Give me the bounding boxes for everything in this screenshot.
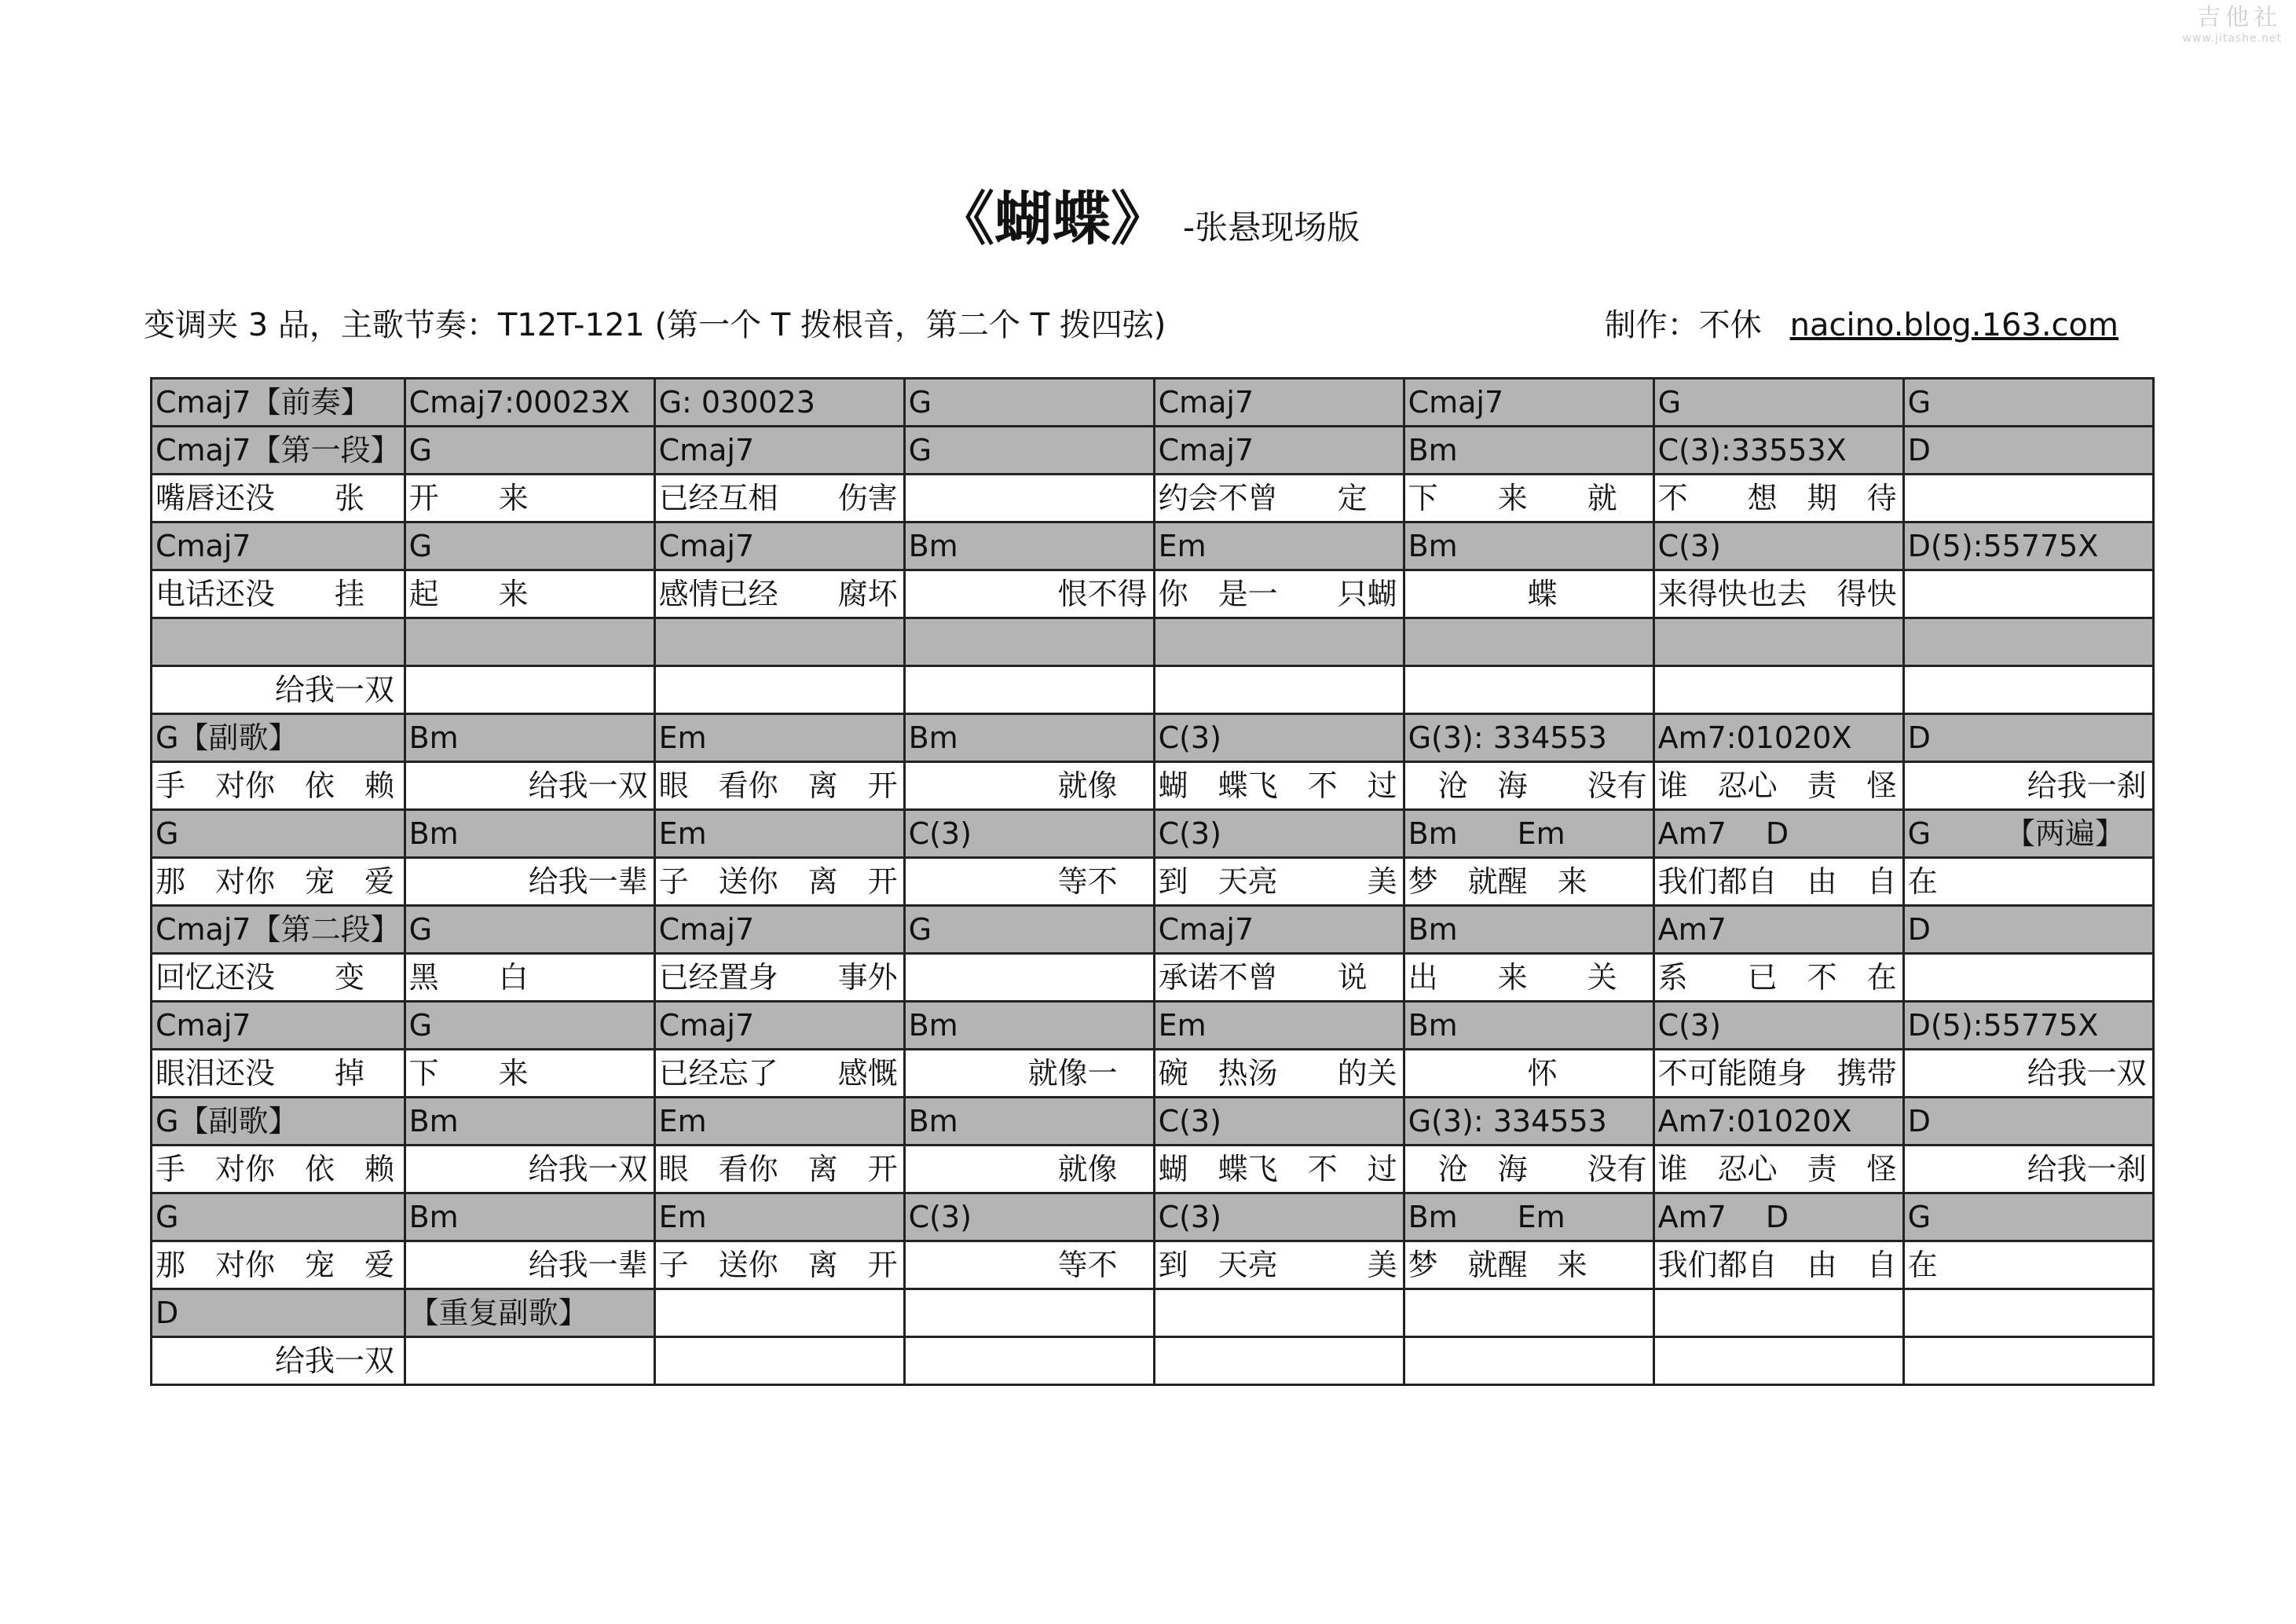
chord-cell: Bm Em [1404,810,1653,858]
chord-cell: Cmaj7 [1154,379,1404,427]
sheet-cell: 【重复副歌】 [405,1289,654,1337]
chord-cell: Am7 D [1653,810,1903,858]
chord-row [152,810,2154,858]
chord-row [152,1002,2154,1050]
lyric-cell: 不可能随身 携带 [1653,1050,1903,1098]
lyric-cell: 碗 热汤 的关 [1154,1050,1404,1098]
chord-cell: Bm [1404,906,1653,954]
lyric-cell: 到 天亮 美 [1154,858,1404,906]
lyric-cell: 回忆还没 变 [152,954,405,1002]
chord-cell: G [405,522,654,570]
chord-cell: Cmaj7 [1404,379,1653,427]
capo-rhythm-note: 变调夹 3 品，主歌节奏：T12T-121 (第一个 T 拨根音，第二个 T 拨四弦) [144,307,1166,343]
chord-cell: D [1903,427,2153,475]
chord-cell: G 【两遍】 [1903,810,2153,858]
watermark-logo: 吉他社 [2197,4,2282,31]
lyric-cell: 那 对你 宠 爱 [152,1241,405,1289]
lyric-cell: 那 对你 宠 爱 [152,858,405,906]
chord-cell: G [405,427,654,475]
chord-cell: G [405,1002,654,1050]
lyric-cell: 给我一双 [152,666,405,714]
watermark [2182,6,2282,44]
lyric-cell: 子 送你 离 开 [654,858,904,906]
watermark-url: www.jitashe.net [2182,32,2282,45]
chord-cell: Cmaj7 [1154,906,1404,954]
lyric-cell: 眼 看你 离 开 [654,762,904,810]
lyric-row [152,666,2154,714]
chord-cell: Bm [405,810,654,858]
chord-cell: Bm [904,714,1154,762]
chord-cell: Bm [405,1193,654,1241]
chord-cell: Cmaj7 [1154,427,1404,475]
lyric-cell: 蝴 蝶飞 不 过 [1154,762,1404,810]
chord-cell: G【副歌】 [152,1098,405,1146]
chord-cell [1653,618,1903,666]
lyric-cell: 等不 [904,858,1154,906]
lyric-cell: 下 来 就 [1404,475,1653,522]
chord-cell: Em [1154,1002,1404,1050]
lyric-cell: 谁 忍心 责 怪 [1653,762,1903,810]
lyric-cell: 已经置身 事外 [654,954,904,1002]
lyric-cell: 承诺不曾 说 [1154,954,1404,1002]
lyric-cell: 蝶 [1404,570,1653,618]
chord-cell: C(3) [1653,522,1903,570]
lyric-cell [904,1337,1154,1385]
lyric-cell: 我们都自 由 自 [1653,858,1903,906]
chord-sheet-table [150,377,2155,1386]
chord-cell: Em [1154,522,1404,570]
lyric-cell: 已经忘了 感慨 [654,1050,904,1098]
lyric-cell [904,666,1154,714]
sheet-cell [1903,1289,2153,1337]
chord-cell: Am7 D [1653,1193,1903,1241]
lyric-cell: 谁 忍心 责 怪 [1653,1146,1903,1193]
lyric-cell: 给我一刹 [1903,1146,2153,1193]
lyric-cell: 恨不得 [904,570,1154,618]
lyric-cell: 电话还没 挂 [152,570,405,618]
chord-cell: C(3) [1154,810,1404,858]
chord-row [152,618,2154,666]
chord-cell: D [1903,714,2153,762]
lyric-cell [904,475,1154,522]
lyric-cell [1653,1337,1903,1385]
lyric-row [152,1337,2154,1385]
chord-cell: G【副歌】 [152,714,405,762]
lyric-cell: 起 来 [405,570,654,618]
chord-cell: G [904,379,1154,427]
lyric-cell [405,666,654,714]
lyric-cell [1903,1337,2153,1385]
chord-cell: Cmaj7 [654,522,904,570]
chord-cell: D [1903,906,2153,954]
chord-cell: Cmaj7:00023X [405,379,654,427]
chord-cell: Cmaj7 [654,906,904,954]
lyric-cell: 给我一辈 [405,858,654,906]
lyric-cell: 我们都自 由 自 [1653,1241,1903,1289]
chord-cell: Cmaj7【前奏】 [152,379,405,427]
chord-cell: Cmaj7 [152,522,405,570]
sheet-row [152,1289,2154,1337]
chord-cell: Cmaj7 [152,1002,405,1050]
sheet-cell [904,1289,1154,1337]
chord-row [152,714,2154,762]
chord-cell: Am7 [1653,906,1903,954]
lyric-cell [1903,570,2153,618]
chord-cell: D [1903,1098,2153,1146]
lyric-row [152,1241,2154,1289]
page-title [0,173,2296,256]
lyric-cell: 嘴唇还没 张 [152,475,405,522]
lyric-cell: 黑 白 [405,954,654,1002]
lyric-cell: 给我一双 [405,762,654,810]
sheet-cell [654,1289,904,1337]
lyric-cell: 给我一辈 [405,1241,654,1289]
chord-cell: C(3) [1154,1193,1404,1241]
lyric-row [152,762,2154,810]
chord-row [152,379,2154,427]
lyric-cell: 等不 [904,1241,1154,1289]
lyric-cell: 给我一双 [152,1337,405,1385]
chord-cell: Bm [1404,427,1653,475]
lyric-cell [654,666,904,714]
chord-cell: D(5):55775X [1903,522,2153,570]
lyric-cell [1903,475,2153,522]
chord-cell: C(3) [904,1193,1154,1241]
author-blog-link[interactable]: nacino.blog.163.com [1789,307,2118,343]
lyric-cell: 给我一双 [1903,1050,2153,1098]
lyric-row [152,1146,2154,1193]
lyric-cell [1653,666,1903,714]
lyric-cell: 眼 看你 离 开 [654,1146,904,1193]
lyric-row [152,954,2154,1002]
chord-cell: G(3): 334553 [1404,1098,1653,1146]
chord-row [152,427,2154,475]
song-title: 《蝴蝶》 [936,185,1169,253]
lyric-row [152,570,2154,618]
chord-cell: G(3): 334553 [1404,714,1653,762]
lyric-cell: 出 来 关 [1404,954,1653,1002]
lyric-cell: 就像 [904,1146,1154,1193]
lyric-cell: 就像 [904,762,1154,810]
lyric-cell [904,954,1154,1002]
chord-cell [904,618,1154,666]
lyric-cell: 到 天亮 美 [1154,1241,1404,1289]
lyric-cell: 来得快也去 得快 [1653,570,1903,618]
sheet-cell [1154,1289,1404,1337]
song-subtitle: -张悬现场版 [1182,208,1360,247]
lyric-cell [405,1337,654,1385]
chord-cell: D(5):55775X [1903,1002,2153,1050]
chord-cell [1154,618,1404,666]
chord-cell: Bm [904,1002,1154,1050]
chord-cell: C(3) [1154,1098,1404,1146]
chord-cell [1903,618,2153,666]
lyric-cell [1154,666,1404,714]
sheet-cell: D [152,1289,405,1337]
chord-cell: Cmaj7 [654,1002,904,1050]
chord-cell [405,618,654,666]
chord-cell: Em [654,1098,904,1146]
lyric-cell: 你 是一 只蝴 [1154,570,1404,618]
sheet-cell [1653,1289,1903,1337]
lyric-cell [1154,1337,1404,1385]
chord-cell: Bm [1404,522,1653,570]
lyric-cell: 在 [1903,858,2153,906]
lyric-cell: 手 对你 依 赖 [152,762,405,810]
chord-cell [1404,618,1653,666]
lyric-cell [654,1337,904,1385]
chord-cell: G [1903,379,2153,427]
lyric-cell: 梦 就醒 来 [1404,858,1653,906]
author-block [1605,300,2118,345]
chord-cell: Cmaj7【第一段】 [152,427,405,475]
lyric-cell [1404,666,1653,714]
lyric-cell: 约会不曾 定 [1154,475,1404,522]
chord-cell: C(3) [1154,714,1404,762]
chord-cell: G [152,810,405,858]
lyric-cell: 就像一 [904,1050,1154,1098]
chord-cell: C(3) [1653,1002,1903,1050]
lyric-cell: 手 对你 依 赖 [152,1146,405,1193]
lyric-row [152,475,2154,522]
chord-cell: Em [654,1193,904,1241]
chord-cell: G [904,427,1154,475]
chord-cell: Cmaj7 [654,427,904,475]
chord-row [152,522,2154,570]
chord-cell: G [1653,379,1903,427]
lyric-cell: 下 来 [405,1050,654,1098]
lyric-cell [1903,954,2153,1002]
chord-cell: Bm [405,714,654,762]
lyric-cell [1903,666,2153,714]
author-label: 制作：不休 [1604,307,1762,343]
lyric-row [152,858,2154,906]
chord-row [152,1098,2154,1146]
chord-row [152,1193,2154,1241]
lyric-cell: 沧 海 没有 [1404,1146,1653,1193]
lyric-cell: 给我一刹 [1903,762,2153,810]
chord-cell: Bm [904,522,1154,570]
chord-cell: C(3) [904,810,1154,858]
lyric-cell: 子 送你 离 开 [654,1241,904,1289]
chord-cell: Bm [1404,1002,1653,1050]
lyric-cell: 眼泪还没 掉 [152,1050,405,1098]
lyric-cell: 梦 就醒 来 [1404,1241,1653,1289]
lyric-cell: 感情已经 腐坏 [654,570,904,618]
chord-cell: Em [654,714,904,762]
chord-row [152,906,2154,954]
lyric-cell: 在 [1903,1241,2153,1289]
chord-cell: Bm [405,1098,654,1146]
lyric-cell: 怀 [1404,1050,1653,1098]
lyric-row [152,1050,2154,1098]
lyric-cell: 不 想 期 待 [1653,475,1903,522]
sheet-cell [1404,1289,1653,1337]
chord-cell: G [904,906,1154,954]
chord-cell: Cmaj7【第二段】 [152,906,405,954]
chord-cell: G [152,1193,405,1241]
chord-cell [654,618,904,666]
chord-cell: Am7:01020X [1653,1098,1903,1146]
lyric-cell: 开 来 [405,475,654,522]
chord-cell: G [1903,1193,2153,1241]
lyric-cell [1404,1337,1653,1385]
lyric-cell: 已经互相 伤害 [654,475,904,522]
lyric-cell: 系 已 不 在 [1653,954,1903,1002]
lyric-cell: 沧 海 没有 [1404,762,1653,810]
chord-cell: C(3):33553X [1653,427,1903,475]
chord-cell: Bm Em [1404,1193,1653,1241]
chord-cell: Am7:01020X [1653,714,1903,762]
lyric-cell: 蝴 蝶飞 不 过 [1154,1146,1404,1193]
chord-cell [152,618,405,666]
lyric-cell: 给我一双 [405,1146,654,1193]
chord-cell: G: 030023 [654,379,904,427]
chord-cell: Bm [904,1098,1154,1146]
chord-cell: G [405,906,654,954]
chord-cell: Em [654,810,904,858]
